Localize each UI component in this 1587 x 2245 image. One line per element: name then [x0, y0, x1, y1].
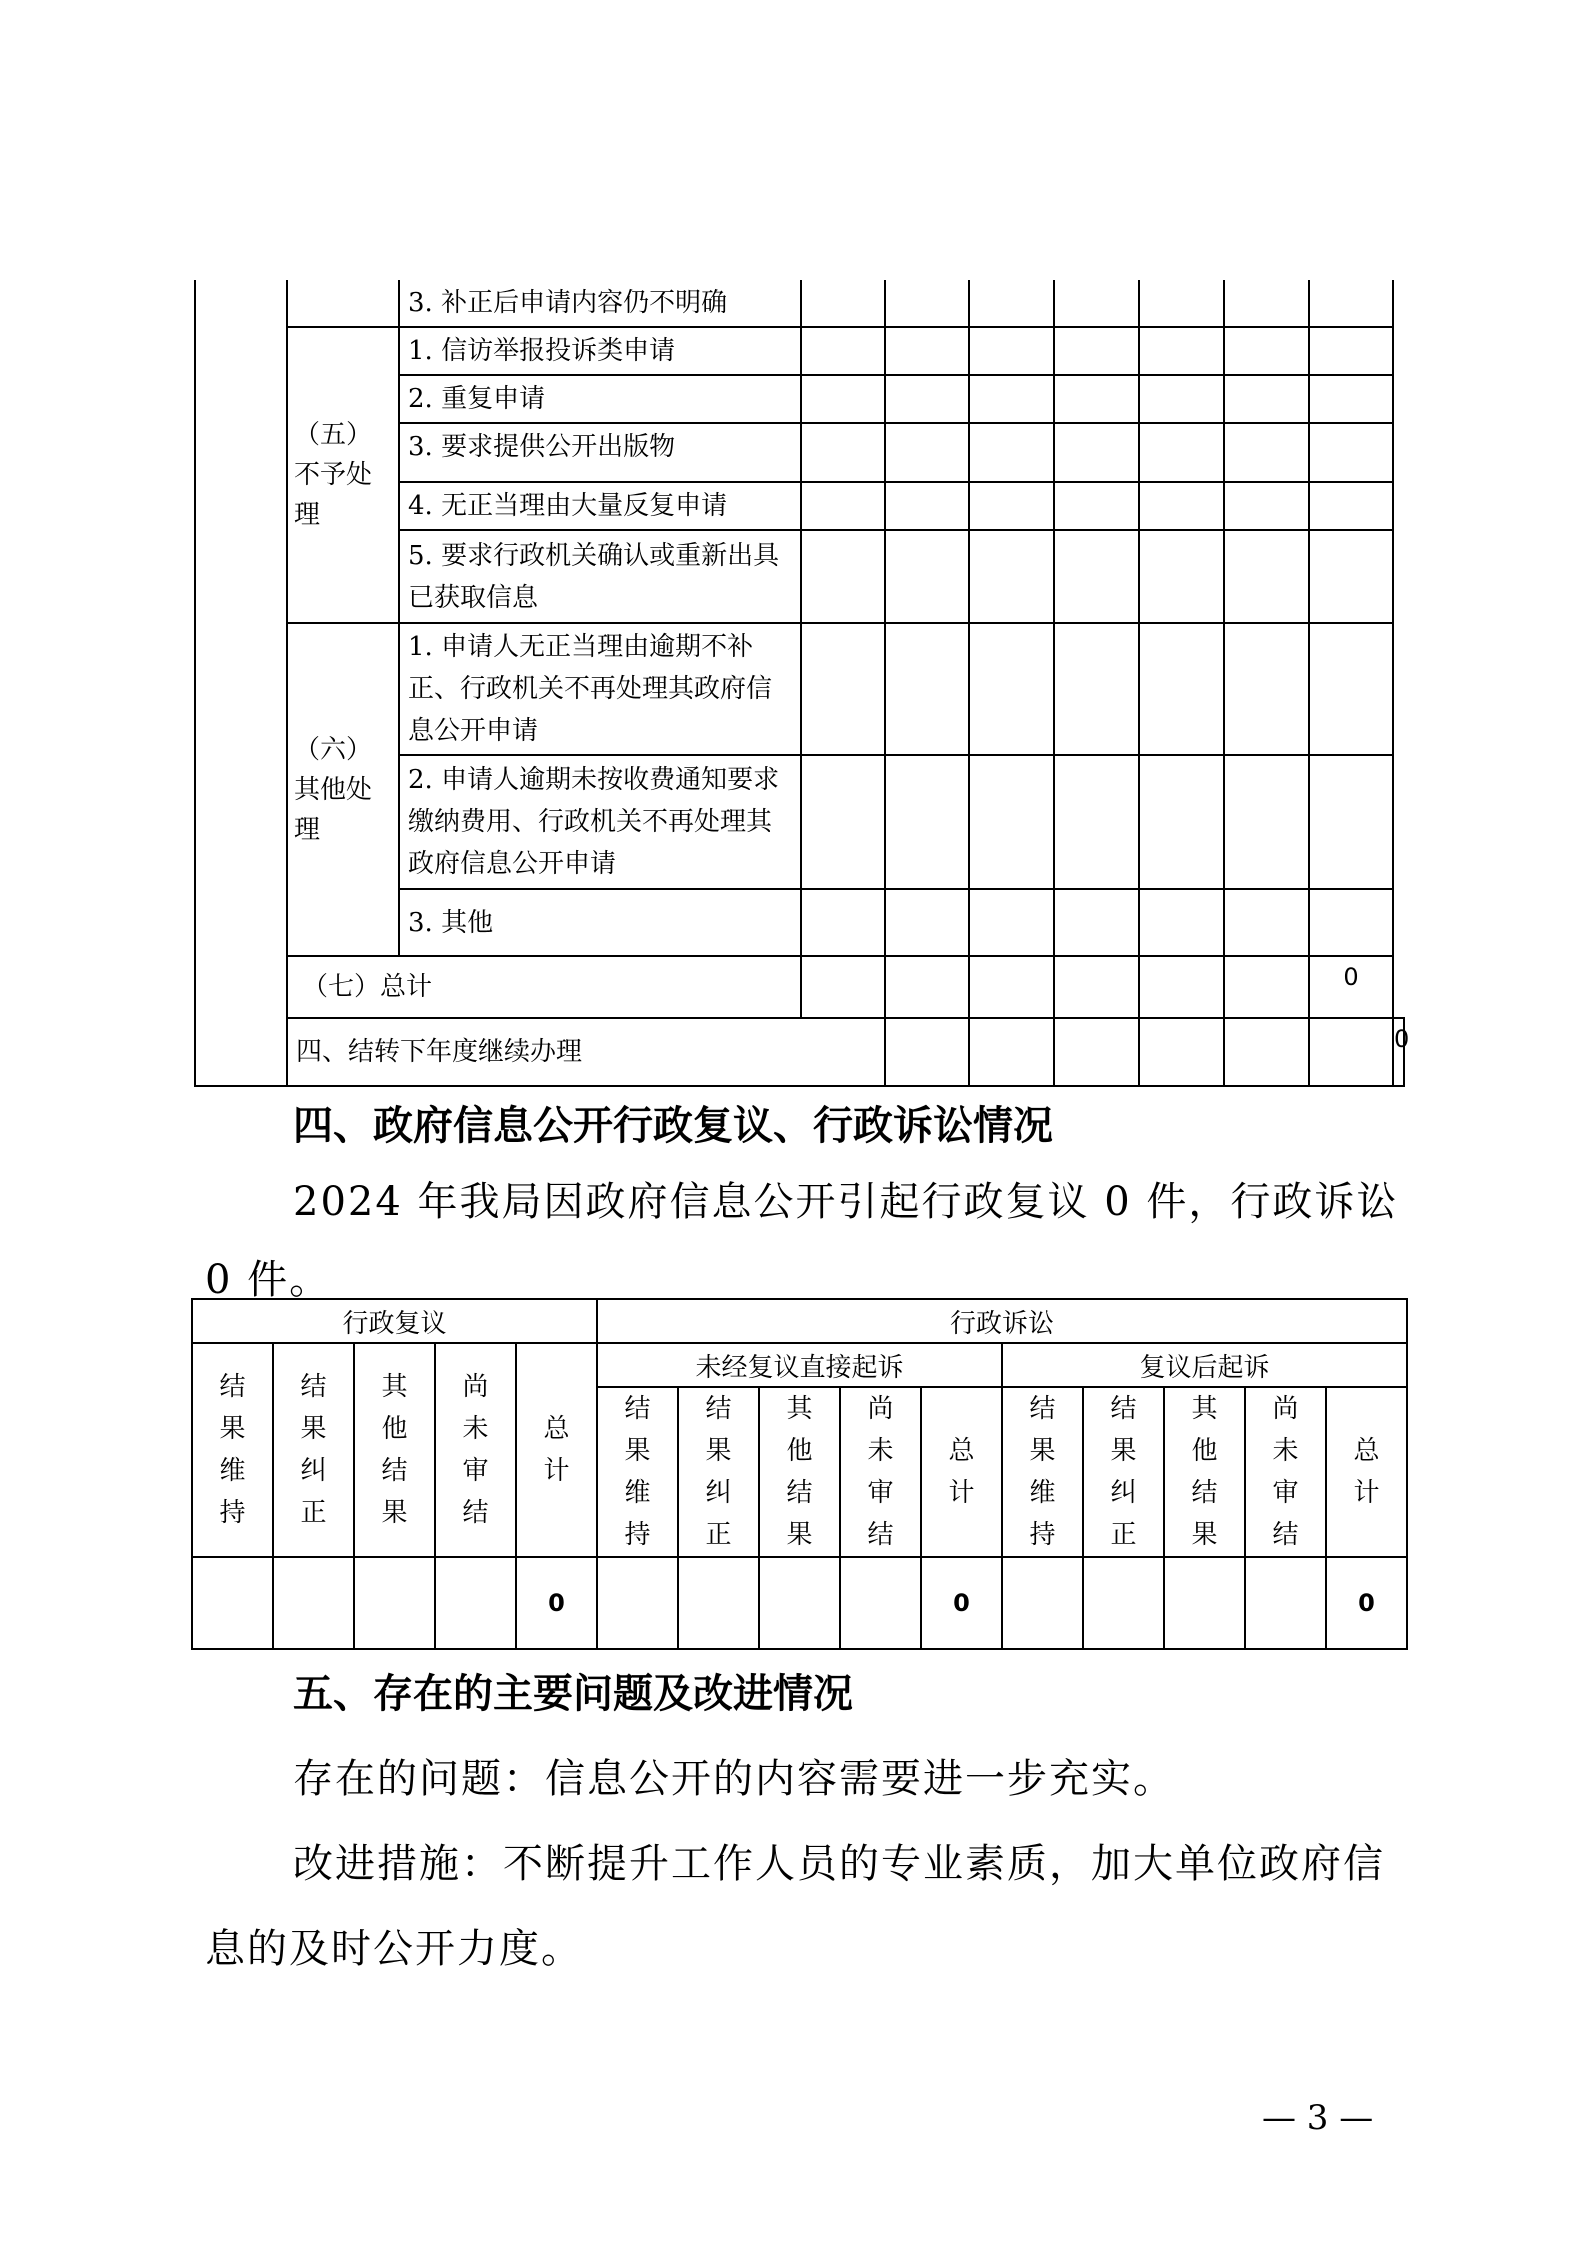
table-row — [195, 280, 1404, 327]
row-label: 1. 信访举报投诉类申请 — [399, 327, 801, 375]
table-cell — [1083, 1557, 1164, 1649]
row-label: 2. 申请人逾期未按收费通知要求缴纳费用、行政机关不再处理其政府信息公开申请 — [399, 755, 801, 889]
row-label: 3. 补正后申请内容仍不明确 — [399, 280, 801, 327]
column-header: 尚 未 审 结 — [840, 1387, 921, 1557]
table-cell — [597, 1557, 678, 1649]
table-cell: 0 — [1326, 1557, 1407, 1649]
table-cell — [435, 1557, 516, 1649]
carryover-row — [195, 1018, 1404, 1086]
table-cell — [840, 1557, 921, 1649]
group-cell — [287, 280, 399, 327]
section-4-heading: 四、政府信息公开行政复议、行政诉讼情况 — [293, 1103, 1053, 1149]
column-header: 结 果 纠 正 — [273, 1343, 354, 1557]
column-header: 总 计 — [516, 1343, 597, 1557]
column-header: 总 计 — [921, 1387, 1002, 1557]
table-cell — [1002, 1557, 1083, 1649]
section-5-heading: 五、存在的主要问题及改进情况 — [293, 1671, 853, 1717]
measure-paragraph-line-1: 改进措施：不断提升工作人员的专业素质，加大单位政府信 — [293, 1841, 1385, 1887]
table-cell — [192, 1557, 273, 1649]
total-label: （七）总计 — [287, 956, 801, 1018]
application-handling-table — [194, 280, 1410, 1087]
table-row — [192, 1557, 1407, 1649]
problem-paragraph: 存在的问题：信息公开的内容需要进一步充实。 — [293, 1756, 1175, 1802]
header-direct-suit: 未经复议直接起诉 — [597, 1343, 1002, 1387]
table-cell — [1245, 1557, 1326, 1649]
group-label-5: （五）不予处理 — [287, 327, 399, 623]
table-header-row — [192, 1299, 1407, 1343]
row-label: 1. 申请人无正当理由逾期不补正、行政机关不再处理其政府信息公开申请 — [399, 623, 801, 755]
outer-group-cell — [195, 280, 287, 1086]
column-header: 结 果 维 持 — [1002, 1387, 1083, 1557]
column-header: 其 他 结 果 — [1164, 1387, 1245, 1557]
table-cell — [759, 1557, 840, 1649]
column-header: 尚 未 审 结 — [1245, 1387, 1326, 1557]
table-cell — [273, 1557, 354, 1649]
measure-paragraph-line-2: 息的及时公开力度。 — [205, 1926, 583, 1972]
table-cell: 0 — [921, 1557, 1002, 1649]
page-number: — 3 — — [1262, 2098, 1374, 2138]
group-label-6: （六）其他处理 — [287, 623, 399, 956]
carryover-value: 0 — [1393, 1018, 1404, 1086]
column-header: 结 果 维 持 — [597, 1387, 678, 1557]
column-header: 结 果 纠 正 — [678, 1387, 759, 1557]
column-header: 尚 未 审 结 — [435, 1343, 516, 1557]
row-label: 4. 无正当理由大量反复申请 — [399, 482, 801, 530]
table-row — [195, 623, 1404, 755]
carryover-label: 四、结转下年度继续办理 — [287, 1018, 885, 1086]
column-header: 结 果 维 持 — [192, 1343, 273, 1557]
table-cell — [678, 1557, 759, 1649]
header-after-review: 复议后起诉 — [1002, 1343, 1407, 1387]
row-label: 3. 要求提供公开出版物 — [399, 423, 801, 482]
column-header: 其 他 结 果 — [354, 1343, 435, 1557]
row-label: 5. 要求行政机关确认或重新出具已获取信息 — [399, 530, 801, 623]
header-review: 行政复议 — [192, 1299, 597, 1343]
section-4-paragraph-line-1: 2024 年我局因政府信息公开引起行政复议 0 件，行政诉讼 — [293, 1179, 1399, 1225]
section-4-paragraph-line-2: 0 件。 — [205, 1257, 332, 1303]
row-label: 3. 其他 — [399, 889, 801, 956]
table-header-row — [192, 1343, 1407, 1387]
row-label: 2. 重复申请 — [399, 375, 801, 423]
review-litigation-table — [191, 1298, 1408, 1650]
total-value: 0 — [1309, 956, 1393, 1018]
column-header: 结 果 纠 正 — [1083, 1387, 1164, 1557]
table-cell — [354, 1557, 435, 1649]
column-header: 总 计 — [1326, 1387, 1407, 1557]
table-cell: 0 — [516, 1557, 597, 1649]
table-cell — [1164, 1557, 1245, 1649]
total-row — [195, 956, 1404, 1018]
column-header: 其 他 结 果 — [759, 1387, 840, 1557]
table-row — [195, 327, 1404, 375]
header-litigation: 行政诉讼 — [597, 1299, 1407, 1343]
